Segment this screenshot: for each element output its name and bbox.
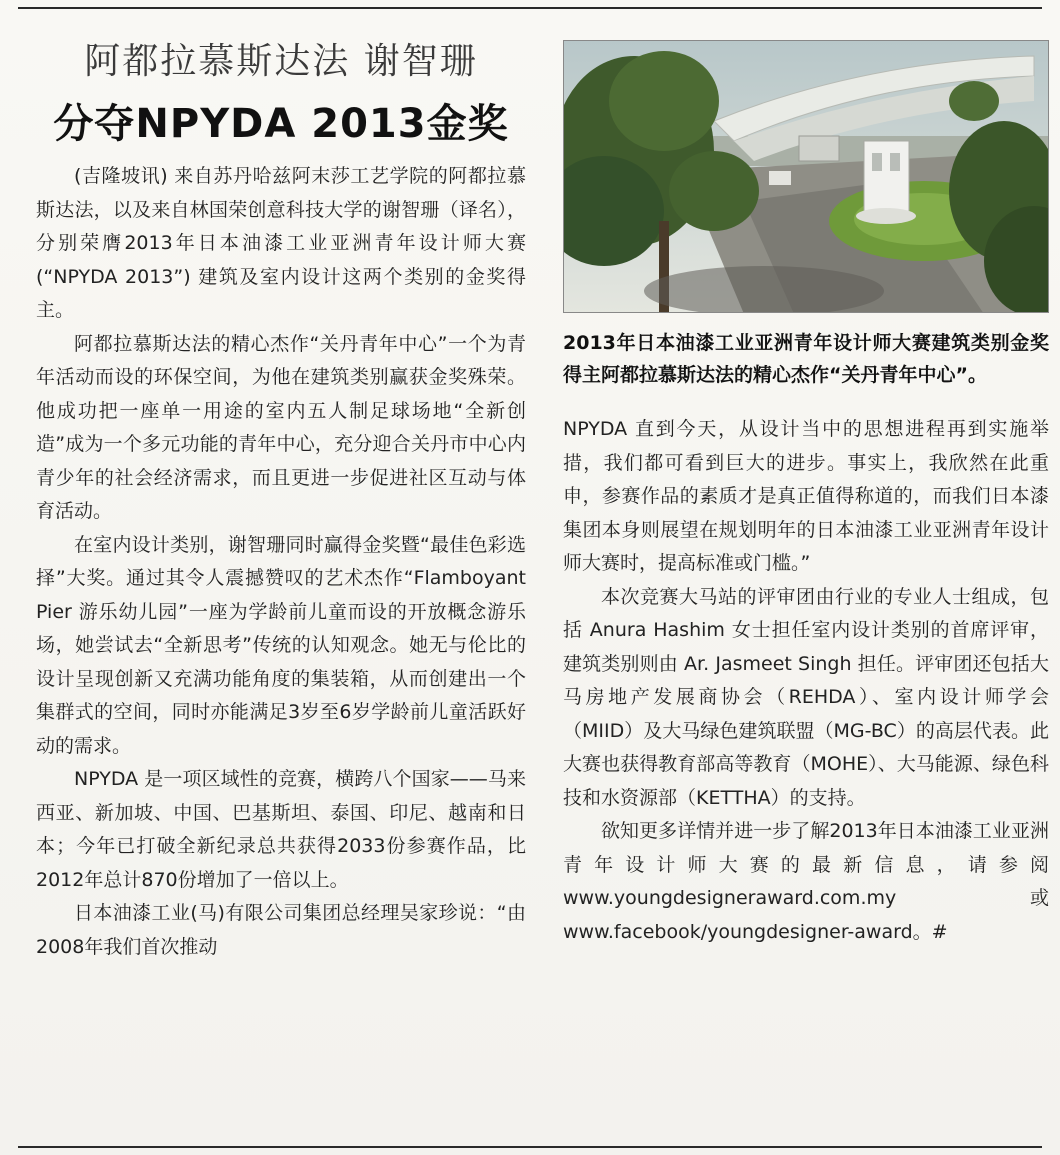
top-rule — [18, 7, 1042, 9]
paragraph: NPYDA 是一项区域性的竞赛，横跨八个国家——马来西亚、新加坡、中国、巴基斯坦、泰国、印尼、越南和日本；今年已打破全新纪录总共获得2033份参赛作品，比2012年总计870份增加了一倍以上。 — [36, 768, 526, 891]
paragraph: 阿都拉慕斯达法的精心杰作“关丹青年中心”一个为青年活动而设的环保空间，为他在建筑类别赢获金奖殊荣。他成功把一座单一用途的室内五人制足球场地“全新创造”成为一个多元功能的青年中心，充分迎合关丹市中心内青少年的社会经济需求，而且更进一步促进社区互动与体育活动。 — [36, 332, 526, 522]
article-subhead: 阿都拉慕斯达法 谢智珊 — [84, 41, 478, 82]
paragraph: 在室内设计类别，谢智珊同时赢得金奖暨“最佳色彩选择”大奖。通过其令人震撼赞叹的艺术杰作“Flamboyant Pier 游乐幼儿园”一座为学龄前儿童而设的开放概念游乐场，她尝试去“全新思考”传统的认知观念。她无与伦比的设计呈现创新又充满功能角度的集装箱，从而创建出一个集群式的空间，同时亦能满足3岁至6岁学龄前儿童活跃好动的需求。 — [36, 533, 526, 757]
right-column — [563, 40, 1049, 949]
article-headline: 分夺NPYDA 2013金奖 — [53, 101, 509, 147]
bottom-rule — [18, 1146, 1042, 1148]
right-body — [563, 413, 1049, 949]
paragraph: 日本油漆工业(马)有限公司集团总经理吴家珍说：“由2008年我们首次推动 — [36, 902, 526, 958]
paragraph-continuation: NPYDA 直到今天，从设计当中的思想进程再到实施举措，我们都可看到巨大的进步。事实上，我欣然在此重申，参赛作品的素质才是真正值得称道的，而我们日本漆集团本身则展望在规划明年的日本油漆工业亚洲青年设计师大赛时，提高标准或门槛。” — [563, 418, 1049, 574]
paragraph: 本次竞赛大马站的评审团由行业的专业人士组成，包括 Anura Hashim 女士担任室内设计类别的首席评审，建筑类别则由 Ar. Jasmeet Singh 担任。评审团还包括大马房地产发展商协会（REHDA）、室内设计师学会（MIID）及大马绿色建筑联盟（MG-BC）的高层代表。此大赛也获得教育部高等教育（MOHE）、大马能源、绿色科技和水资源部（KETTHA）的支持。 — [563, 585, 1049, 809]
left-column — [36, 36, 526, 964]
paragraph: 欲知更多详情并进一步了解2013年日本油漆工业亚洲青年设计师大赛的最新信息，请参阅 www.youngdesigneraward.com.my 或 www.facebook/youngdesigner-award。# — [563, 820, 1049, 943]
left-body — [36, 160, 526, 964]
paragraph: (吉隆坡讯) 来自苏丹哈兹阿末莎工艺学院的阿都拉慕斯达法，以及来自林国荣创意科技大学的谢智珊（译名），分别荣膺2013年日本油漆工业亚洲青年设计师大赛(“NPYDA 2013”) 建筑及室内设计这两个类别的金奖得主。 — [36, 165, 526, 321]
photo-caption: 2013年日本油漆工业亚洲青年设计师大赛建筑类别金奖得主阿都拉慕斯达法的精心杰作“关丹青年中心”。 — [563, 332, 1049, 386]
building-rendering-image — [564, 41, 1049, 313]
article-photo — [563, 40, 1049, 313]
